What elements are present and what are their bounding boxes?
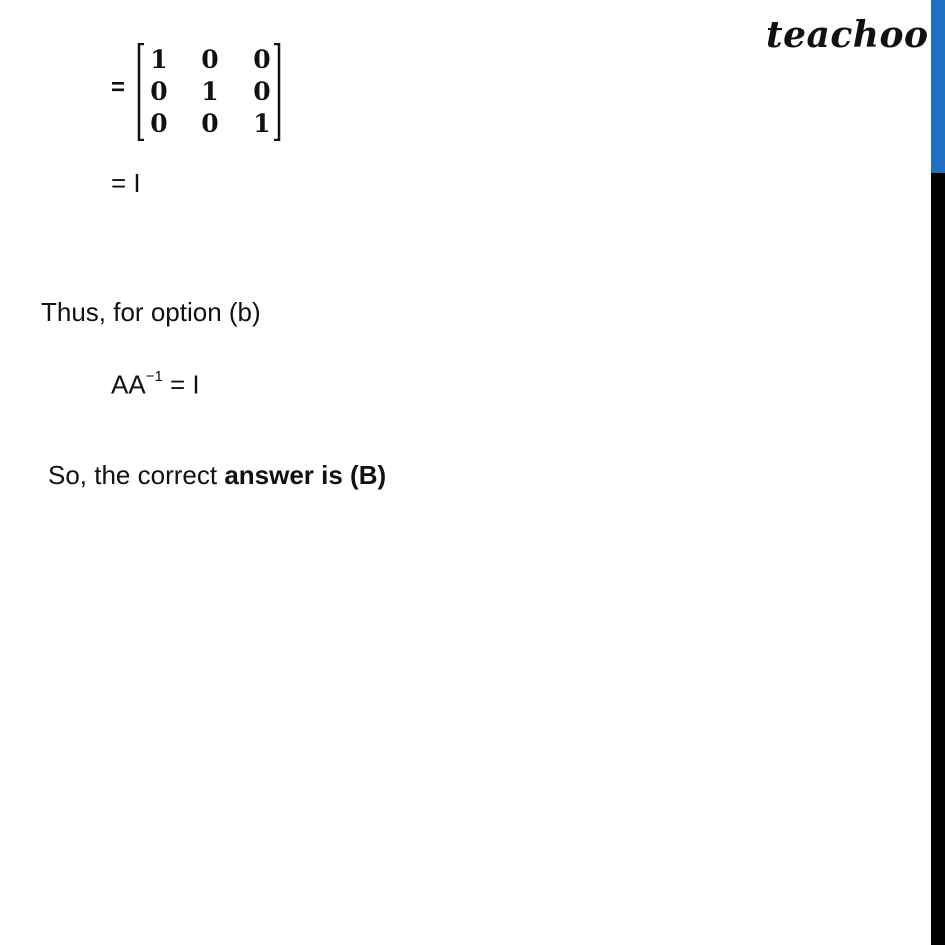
thus-line: Thus, for option (b) (41, 297, 261, 327)
conclusion-line (48, 459, 386, 491)
sidebar-accent (931, 0, 945, 173)
left-bracket (137, 43, 145, 141)
product-line (111, 364, 200, 401)
matrix-cell: 1 (201, 77, 219, 106)
identity-matrix (137, 43, 281, 141)
matrix-row (147, 45, 271, 75)
matrix-cell: 1 (253, 109, 271, 138)
product-base: AA (111, 369, 146, 400)
matrix-row (147, 77, 271, 107)
matrix-cell: 0 (150, 109, 168, 138)
matrix-cell: 0 (253, 77, 271, 106)
conclusion-answer: answer is (B) (224, 460, 387, 490)
matrix-row (147, 109, 271, 139)
inverse-exponent: −1 (145, 368, 163, 385)
matrix-equals-sign: = (111, 74, 126, 101)
result-line: = I (111, 168, 141, 198)
matrix-cell: 0 (253, 45, 271, 74)
teachoo-logo: teachoo (766, 14, 929, 56)
matrix-cell: 0 (150, 77, 168, 106)
matrix-cell: 0 (201, 45, 219, 74)
right-bracket (273, 43, 281, 141)
conclusion-prefix: So, the correct (48, 460, 225, 490)
matrix-cell: 0 (201, 109, 219, 138)
matrix-cell: 1 (150, 45, 168, 74)
product-rhs: = I (162, 369, 200, 400)
